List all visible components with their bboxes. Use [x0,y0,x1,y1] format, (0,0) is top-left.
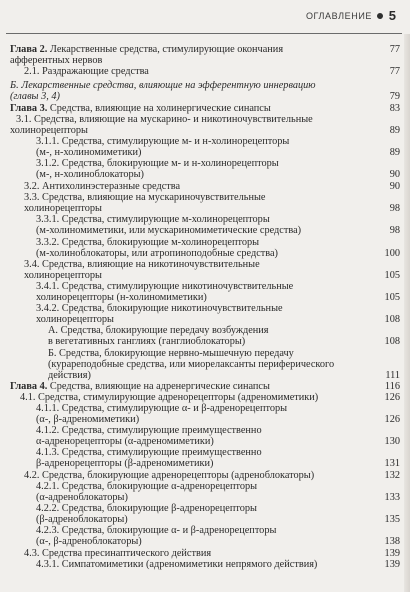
toc-entry: 3.3. Средства, влияющие на мускариночувствительные [24,192,266,203]
toc-entry: (главы 3, 4) [10,91,60,102]
toc-entry: (м-холиноблокаторы, или атропиноподобные средства) [36,248,278,259]
toc-entry: 4.1.3. Средства, стимулирующие преимущественно [36,447,262,458]
toc-entry: Б. Лекарственные средства, влияющие на эфферентную иннервацию [10,80,316,91]
toc-entry: (м-холиномиметики, или мускариномиметические средства) [36,225,302,236]
toc-entry: 3.4.1. Средства, стимулирующие никотиночувствительные [36,281,294,292]
toc-page-number: 77 [389,44,400,55]
toc-entry: 4.2.1. Средства, блокирующие α-адренорецепторы [36,481,258,492]
toc-page-number: 126 [384,414,400,425]
bullet-icon [377,13,383,19]
toc-page-number: 135 [384,514,400,525]
toc-page-number: 130 [384,436,400,447]
toc-page-number: 108 [384,336,400,347]
toc-entry: (курареподобные средства, или миорелаксанты периферического [48,359,335,370]
chapter-title: Средства, влияющие на адренергические синапсы [47,381,270,392]
toc-entry: 3.3.2. Средства, блокирующие м-холинорецепторы [36,237,260,248]
toc-page-number: 83 [389,103,400,114]
toc-page-number: 139 [384,559,400,570]
toc-entry: α-адренорецепторы (α-адреномиметики) [36,436,214,447]
toc-entry: 3.1.2. Средства, блокирующие м- и н-холинорецепторы [36,158,279,169]
toc-page-number: 90 [389,181,400,192]
toc-entry: 4.1.2. Средства, стимулирующие преимущественно [36,425,262,436]
toc-entry: холинорецепторы [24,203,102,214]
toc-page-number: 133 [384,492,400,503]
toc-entry: 3.3.1. Средства, стимулирующие м-холинорецепторы [36,214,270,225]
toc-entry: 3.4. Средства, влияющие на никотиночувствительные [24,259,260,270]
toc-page-number: 90 [389,169,400,180]
toc-page-number: 116 [384,381,400,392]
chapter-title: Лекарственные средства, стимулирующие окончания [47,44,284,55]
toc-entry: (β-адреноблокаторы) [36,514,128,525]
toc-page-number: 126 [384,392,400,403]
toc-entry: 4.2.3. Средства, блокирующие α- и β-адренорецепторы [36,525,277,536]
toc-entry: 4.1. Средства, стимулирующие адренорецепторы (адреномиметики) [20,392,319,403]
header-divider [6,33,402,34]
toc-entry: 4.3. Средства пресинаптического действия [24,548,212,559]
toc-page-number: 105 [384,292,400,303]
toc-entry: 3.4.2. Средства, блокирующие никотиночувствительные [36,303,283,314]
toc-entry: β-адренорецепторы (β-адреномиметики) [36,458,214,469]
toc-entry: холинорецепторы [36,314,114,325]
toc-page-number: 138 [384,536,400,547]
toc-page-number: 108 [384,314,400,325]
toc-entry: (м-, н-холиномиметики) [36,147,142,158]
toc-entry: 3.2. Антихолинэстеразные средства [24,181,181,192]
toc-page-number: 100 [384,248,400,259]
toc-entry: (α-, β-адреномиметики) [36,414,140,425]
toc-page-number: 105 [384,270,400,281]
toc-entry: 4.3.1. Симпатомиметики (адреномиметики непрямого действия) [36,559,318,570]
toc-entry: 2.1. Раздражающие средства [24,66,149,77]
toc-entry: холинорецепторы [24,270,102,281]
toc-entry: 4.2. Средства, блокирующие адренорецепторы (адреноблокаторы) [24,470,315,481]
toc-page-number: 132 [384,470,400,481]
toc-entry: (м-, н-холиноблокаторы) [36,169,144,180]
toc-entry: 3.1.1. Средства, стимулирующие м- и н-холинорецепторы [36,136,290,147]
toc-entry: (α-, β-адреноблокаторы) [36,536,142,547]
page-number: 5 [388,8,396,23]
toc-entry: афферентных нервов [10,55,103,66]
page-header [0,0,410,34]
toc-page-number: 89 [389,147,400,158]
toc-page-number: 98 [389,203,400,214]
toc-entry: холинорецепторы (н-холиномиметики) [36,292,207,303]
chapter-label: Глава 3. [10,103,48,114]
toc-entry: 4.2.2. Средства, блокирующие β-адренорецепторы [36,503,257,514]
toc-entry: в вегетативных ганглиях (ганглиоблокаторы) [48,336,246,347]
toc-entry: 3.1. Средства, влияющие на мускарино- и никотиночувствительные [16,114,313,125]
running-header-title: ОГЛАВЛЕНИЕ [305,11,372,21]
chapter-label: Глава 2. [10,44,48,55]
page-edge [404,34,410,592]
toc-entry: действия) [48,370,91,381]
chapter-title: Средства, влияющие на холинергические синапсы [47,103,271,114]
toc-page-number: 131 [384,458,400,469]
toc-page-number: 111 [385,370,400,381]
toc-page-number: 89 [389,125,400,136]
chapter-label: Глава 4. [10,381,48,392]
toc-entry: 4.1.1. Средства, стимулирующие α- и β-адренорецепторы [36,403,288,414]
toc-page-number: 79 [389,91,400,102]
toc-page-number: 98 [389,225,400,236]
toc-entry: холинорецепторы [10,125,88,136]
toc-entry: Б. Средства, блокирующие нервно-мышечную передачу [48,348,294,359]
toc-page-number: 77 [389,66,400,77]
toc-entry: (α-адреноблокаторы) [36,492,128,503]
toc-entry: А. Средства, блокирующие передачу возбуждения [48,325,269,336]
toc-page-number: 139 [384,548,400,559]
